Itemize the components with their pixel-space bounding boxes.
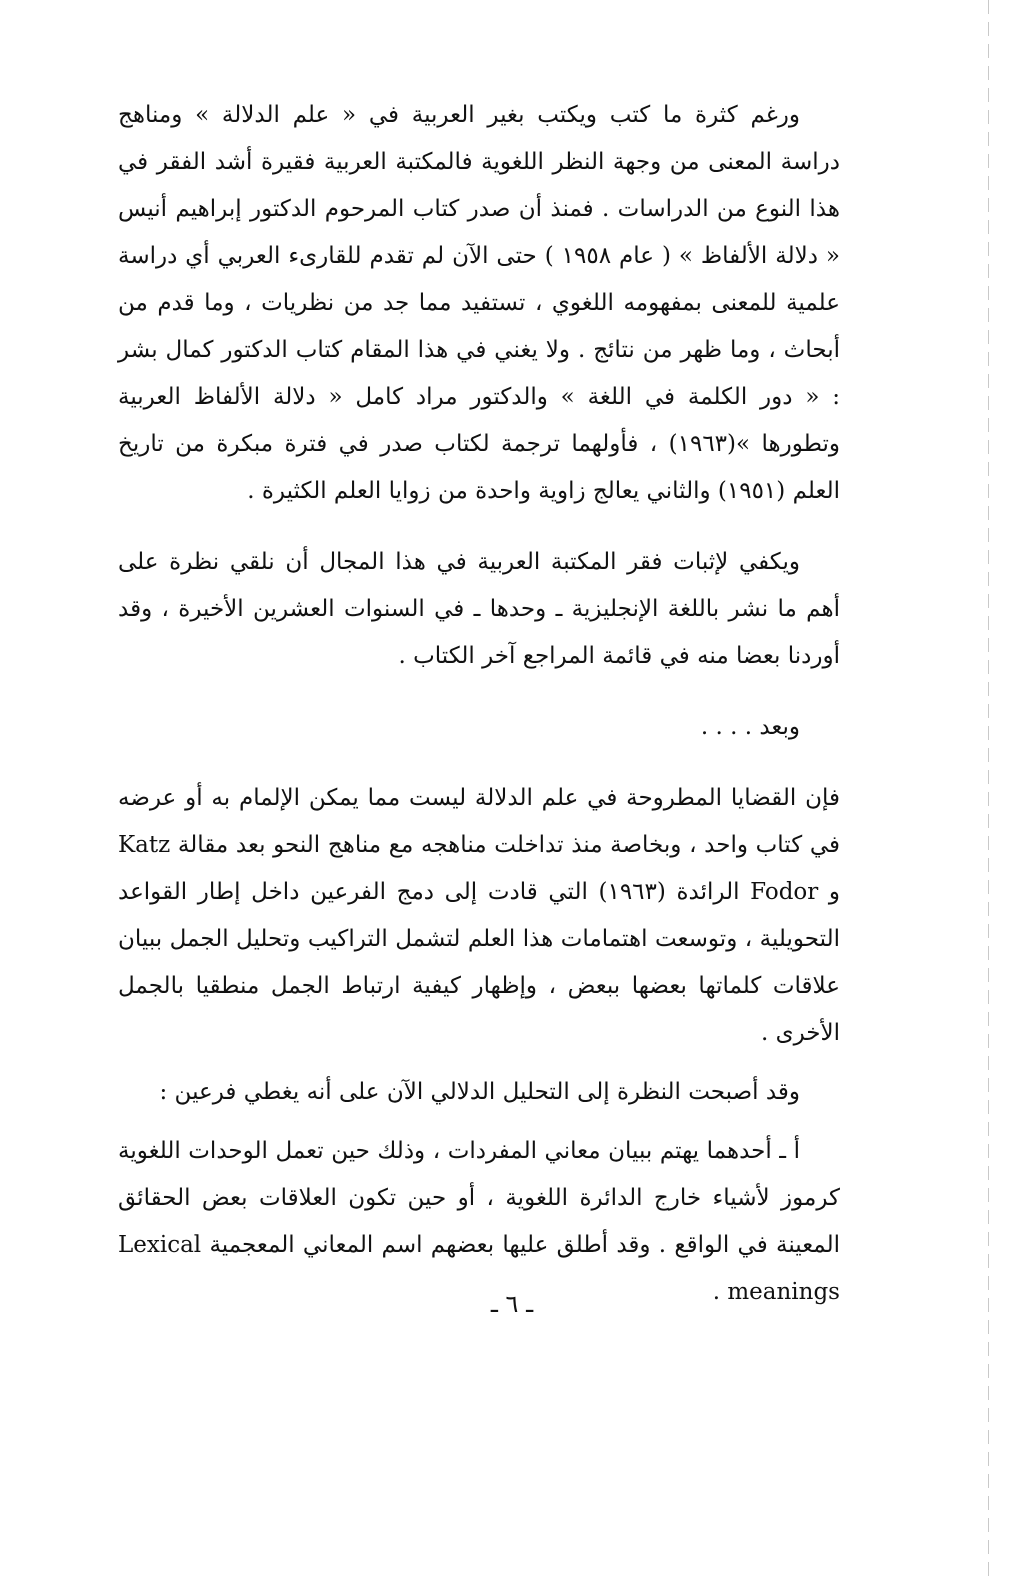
paragraph-4: فإن القضايا المطروحة في علم الدلالة ليست مما يمكن الإلمام به أو عرضه في كتاب واحد ، وبخاصة منذ تداخلت مناهجه مع مناهج النحو بعد مقالة Katz و Fodor الرائدة (١٩٦٣) التي قادت إلى دمج الفرعين داخل إطار القواعد التحويلية ، وتوسعت اهتمامات هذا العلم لتشمل التراكيب وتحليل الجمل ببيان علاقات كلماتها بعضها ببعض ، وإظهار كيفية ارتباط الجمل منطقيا بالجمل الأخرى .	[118, 785, 841, 1046]
paragraph-2: ويكفي لإثبات فقر المكتبة العربية في هذا المجال أن نلقي نظرة على أهم ما نشر باللغة الإنجليزية ـ وحدها ـ في السنوات العشرين الأخيرة ، وقد أوردنا بعضا منه في قائمة المراجع آخر الكتاب .	[118, 549, 840, 669]
page-number: ـ ٦ ـ	[490, 1290, 534, 1318]
paragraph-5: وقد أصبحت النظرة إلى التحليل الدلالي الآن على أنه يغطي فرعين :	[159, 1079, 800, 1105]
page-edge-line	[988, 0, 989, 1580]
paragraph-3: وبعد . . . .	[700, 714, 800, 740]
paragraph-1: ورغم كثرة ما كتب ويكتب بغير العربية في « علم الدلالة » ومناهج دراسة المعنى من وجهة النظر اللغوية فالمكتبة العربية فقيرة أشد الفقر في هذا النوع من الدراسات . فمنذ أن صدر كتاب المرحوم الدكتور إبراهيم أنيس « دلالة الألفاظ » ( عام ١٩٥٨ ) حتى الآن لم تقدم للقارىء العربي أي دراسة علمية للمعنى بمفهومه اللغوي ، تستفيد مما جد من نظريات ، وما قدم من أبحاث ، وما ظهر من نتائج . ولا يغني في هذا المقام كتاب الدكتور كمال بشر : « دور الكلمة في اللغة » والدكتور مراد كامل « دلالة الألفاظ العربية وتطورها »(١٩٦٣) ، فأولهما ترجمة لكتاب صدر في فترة مبكرة من تاريخ العلم (١٩٥١) والثاني يعالج زاوية واحدة من زوايا العلم الكثيرة .	[118, 102, 841, 504]
body-text	[118, 92, 840, 1316]
paragraph-6: أ ـ أحدهما يهتم ببيان معاني المفردات ، وذلك حين تعمل الوحدات اللغوية كرموز لأشياء خارج الدائرة اللغوية ، أو حين تكون العلاقات بعض الحقائق المعينة في الواقع . وقد أطلق عليها بعضهم اسم المعاني المعجمية Lexical meanings .	[118, 1138, 840, 1305]
